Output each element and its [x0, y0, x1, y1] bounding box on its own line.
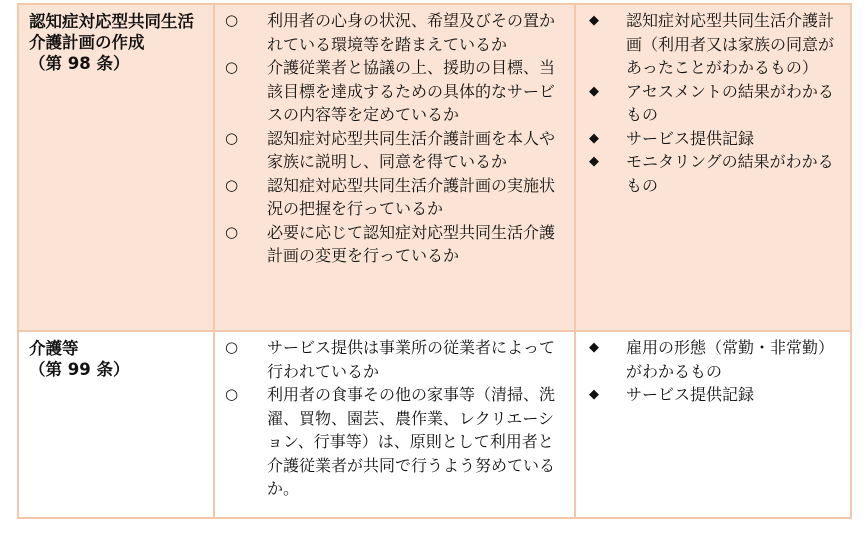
check-item: ○ 介護従業者と協議の上、援助の目標、当該目標を達成するための具体的なサービスの内容等を定めているか [225, 58, 556, 124]
diamond-icon: ◆ [589, 130, 599, 146]
table-row [18, 331, 851, 518]
circle-icon: ○ [225, 175, 239, 194]
diamond-icon: ◆ [589, 154, 599, 169]
check-item: ○ 認知症対応型共同生活介護計画の実施状況の把握を行っているか [225, 175, 556, 218]
check-item: ○ サービス提供は事業所の従業者によって行われているか [225, 338, 556, 381]
circle-icon: ○ [225, 11, 239, 29]
document-item: ◆ アセスメントの結果がわかるもの [589, 81, 834, 124]
circle-icon: ○ [225, 128, 239, 147]
article-ref: （第 98 条） [29, 54, 130, 73]
check-item: ○ 利用者の心身の状況、希望及びその置かれている環境等を踏まえているか [225, 11, 556, 54]
documents-cell [575, 4, 851, 331]
circle-icon: ○ [225, 385, 239, 403]
circle-icon: ○ [225, 58, 239, 76]
item-title: 認知症対応型共同生活介護計画の作成 [29, 12, 194, 52]
check-points-cell [214, 331, 575, 518]
diamond-icon: ◆ [589, 340, 599, 355]
diamond-icon: ◆ [589, 13, 599, 28]
documents-cell [575, 331, 851, 518]
document-item: ◆ サービス提供記録 [576, 383, 844, 407]
article-ref: （第 99 条） [29, 360, 130, 379]
document-item: ◆ 雇用の形態（常勤・非常勤）がわかるもの [589, 338, 835, 381]
diamond-icon: ◆ [589, 387, 599, 402]
item-title: 介護等 [29, 339, 79, 358]
inspection-table [17, 3, 852, 519]
check-item: ○ 利用者の食事その他の家事等（清掃、洗濯、買物、園芸、農作業、レクリエーション、行事等）は、原則として利用者と介護従業者が共同で行うよう努めているか。 [225, 385, 556, 498]
check-points-cell [214, 4, 575, 331]
document-item: ◆ 認知症対応型共同生活介護計画（利用者又は家族の同意があったことがわかるもの） [589, 11, 835, 77]
circle-icon: ○ [225, 338, 239, 356]
circle-icon: ○ [225, 222, 239, 241]
item-cell [18, 331, 214, 518]
diamond-icon: ◆ [589, 83, 599, 99]
document-item: ◆ モニタリングの結果がわかるもの [589, 152, 834, 195]
check-item: ○ 認知症対応型共同生活介護計画を本人や家族に説明し、同意を得ているか [225, 128, 556, 171]
document-item: ◆ サービス提供記録 [576, 127, 844, 151]
check-item: ○ 必要に応じて認知症対応型共同生活介護計画の変更を行っているか [225, 222, 556, 265]
item-cell [18, 4, 214, 331]
table-row [18, 4, 851, 331]
